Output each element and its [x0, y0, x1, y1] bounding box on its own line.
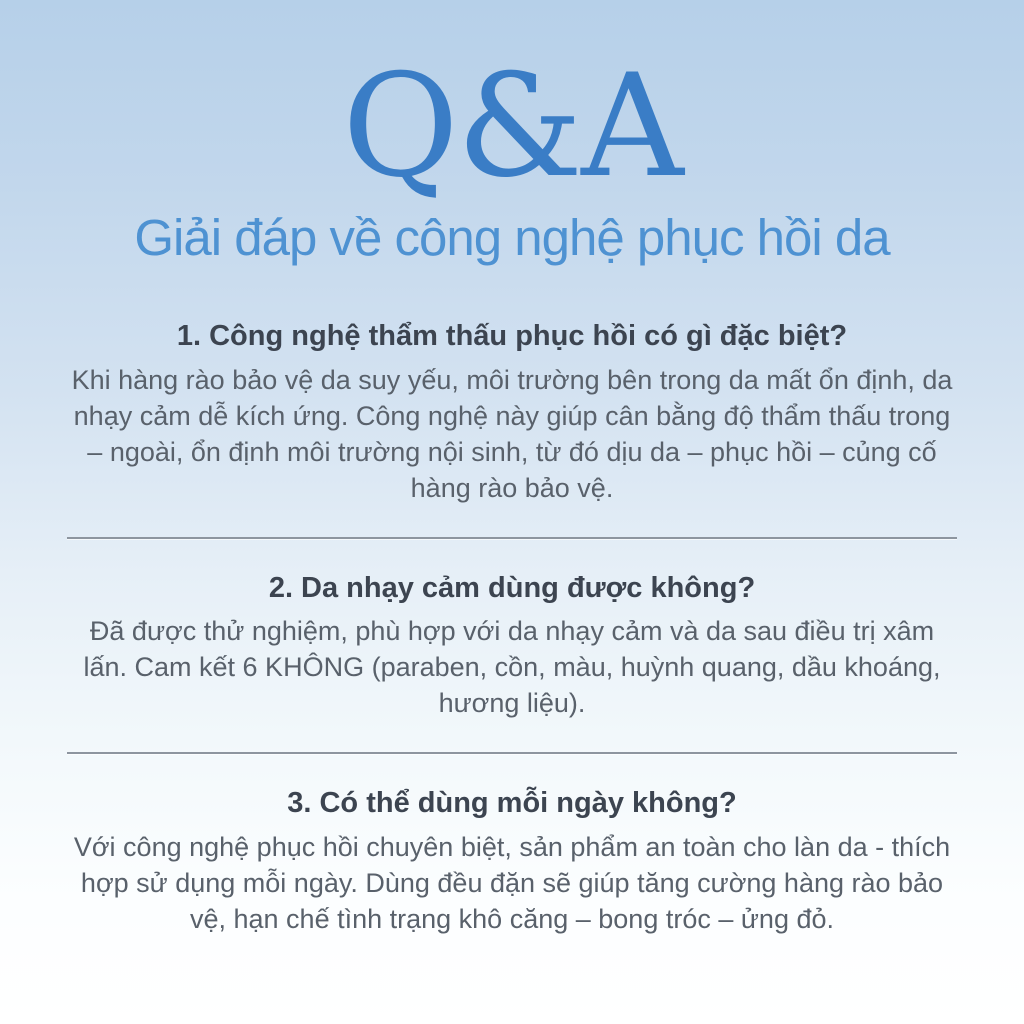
- faq-question-2: 2. Da nhạy cảm dùng được không?: [268, 571, 756, 604]
- faq-item-1: [66, 318, 958, 506]
- faq-question-1: 1. Công nghệ thẩm thấu phục hồi có gì đặc biệt?: [176, 320, 848, 353]
- faq-answer-2: Đã được thử nghiệm, phù hợp với da nhạy cảm và da sau điều trị xâm lấn. Cam kết 6 KHÔNG (paraben, cồn, màu, huỳnh quang, dầu khoáng, hương liệu).: [83, 616, 941, 719]
- faq-item-2: [66, 570, 958, 722]
- faq-list: [66, 318, 958, 937]
- faq-question-3: 3. Có thể dùng mỗi ngày không?: [287, 787, 737, 819]
- section-divider: [67, 537, 957, 539]
- faq-answer-1: Khi hàng rào bảo vệ da suy yếu, môi trường bên trong da mất ổn định, da nhạy cảm dễ kích ứng. Công nghệ này giúp cân bằng độ thẩm thấu trong – ngoài, ổn định môi trường nội sinh, từ đó dịu da – phục hồi – củng cố hàng rào bảo vệ.: [71, 364, 953, 503]
- faq-item-3: [66, 785, 958, 937]
- page-subtitle: Giải đáp về công nghệ phục hồi da: [134, 209, 890, 267]
- page-title: Q&A: [342, 44, 682, 209]
- section-divider: [67, 752, 957, 754]
- faq-answer-3: Với công nghệ phục hồi chuyên biệt, sản phẩm an toàn cho làn da - thích hợp sử dụng mỗi ngày. Dùng đều đặn sẽ giúp tăng cường hàng rào bảo vệ, hạn chế tình trạng khô căng – bong tróc – ửng đỏ.: [73, 831, 951, 934]
